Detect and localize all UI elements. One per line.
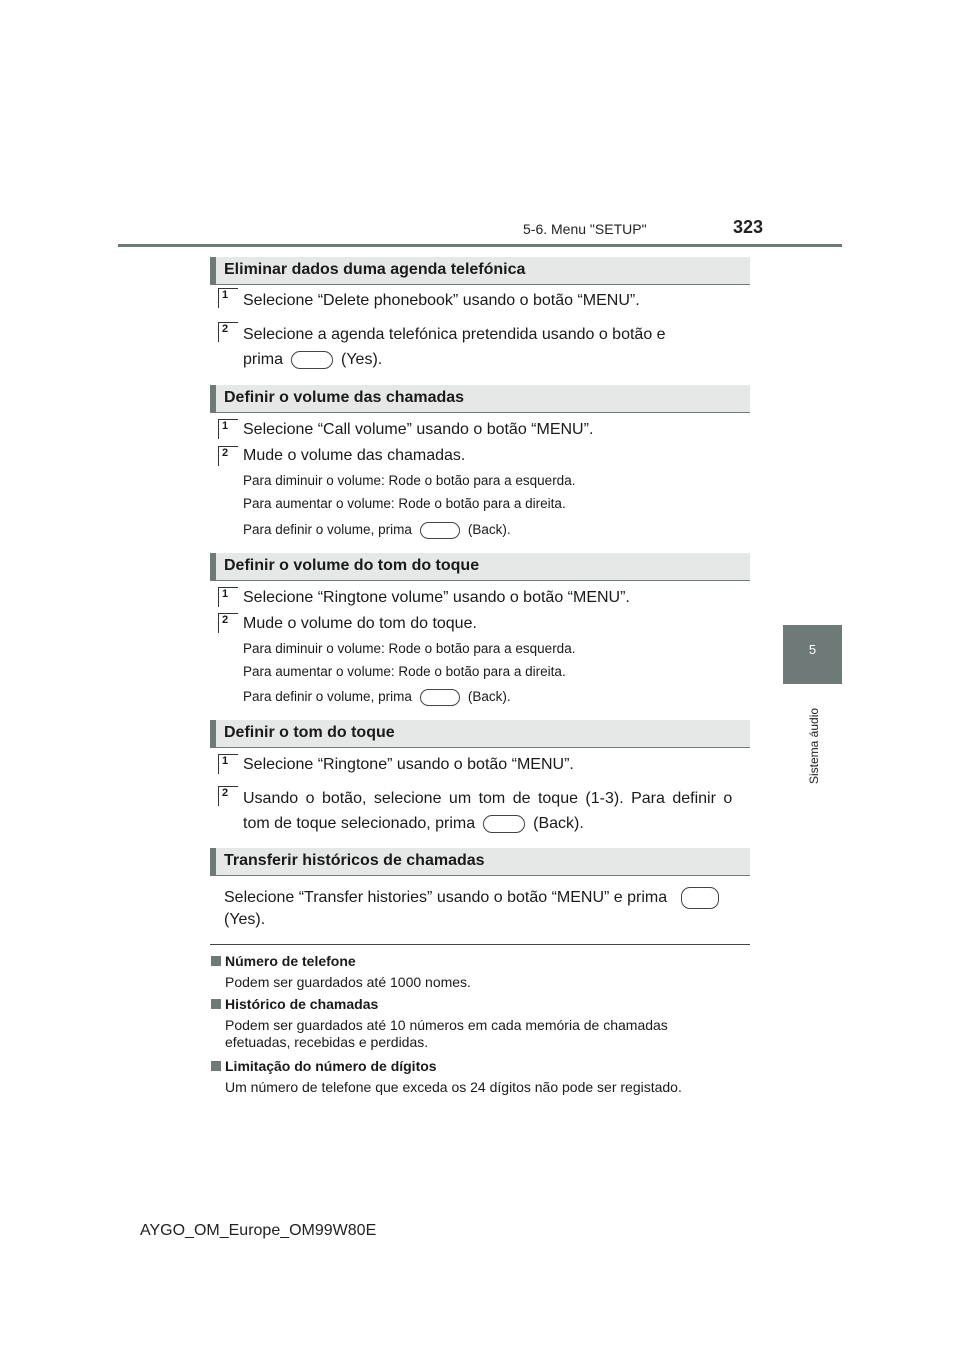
step-text: Selecione “Ringtone volume” usando o botão “MENU”. (243, 589, 630, 606)
header-rule (118, 244, 842, 247)
note-body: Podem ser guardados até 10 números em cada memória de chamadas (225, 1017, 668, 1033)
sub-text-line (243, 689, 511, 706)
header-section-title: 5-6. Menu "SETUP" (523, 221, 647, 237)
sub-text: (Back). (467, 689, 511, 705)
sub-text: Para definir o volume, prima (243, 689, 412, 705)
step-text: Selecione “Delete phonebook” usando o botão “MENU”. (243, 292, 640, 309)
step-text-line (243, 351, 382, 369)
yes-button-icon (681, 887, 719, 909)
step-text: Mude o volume das chamadas. (243, 447, 466, 464)
notes-divider (210, 944, 750, 945)
chapter-number: 5 (808, 642, 817, 657)
step-number-2: 2 (218, 786, 238, 806)
section-heading-ringtone-volume: Definir o volume do tom do toque (210, 553, 750, 581)
page-number: 323 (733, 217, 764, 237)
chapter-label: Sistema áudio (807, 707, 821, 784)
note-body: efetuadas, recebidas e perdidas. (225, 1034, 429, 1050)
step-text: (Yes). (341, 351, 383, 369)
step-text: Selecione “Call volume” usando o botão “MENU”. (243, 421, 594, 438)
note-title: Histórico de chamadas (225, 996, 379, 1012)
step-number-1: 1 (218, 288, 238, 308)
sub-text: (Back). (467, 522, 511, 538)
step-text-line (243, 815, 584, 833)
note-bullet-icon (211, 999, 221, 1009)
step-number-2: 2 (218, 322, 238, 342)
body-text-line (224, 887, 727, 909)
step-text: prima (243, 351, 284, 369)
sub-text: Para aumentar o volume: Rode o botão para a direita. (243, 664, 566, 679)
note-body: Podem ser guardados até 1000 nomes. (225, 974, 471, 990)
note-title: Número de telefone (225, 953, 356, 969)
sub-text: Para diminuir o volume: Rode o botão para a esquerda. (243, 641, 576, 656)
yes-button-icon (291, 351, 333, 369)
section-heading-delete-phonebook: Eliminar dados duma agenda telefónica (210, 257, 750, 285)
step-number-2: 2 (218, 446, 238, 466)
step-text: Selecione a agenda telefónica pretendida usando o botão e (243, 326, 666, 343)
step-text: Usando o botão, selecione um tom de toque (1-3). Para definir o (243, 790, 733, 807)
step-text: Mude o volume do tom do toque. (243, 615, 477, 632)
step-number-2: 2 (218, 613, 238, 633)
step-number-1: 1 (218, 419, 238, 439)
note-body: Um número de telefone que exceda os 24 dígitos não pode ser registado. (225, 1079, 682, 1095)
section-heading-call-volume: Definir o volume das chamadas (210, 385, 750, 413)
note-title: Limitação do número de dígitos (225, 1058, 437, 1074)
sub-text: Para aumentar o volume: Rode o botão para a direita. (243, 496, 566, 511)
note-bullet-icon (211, 1061, 221, 1071)
sub-text: Para definir o volume, prima (243, 522, 412, 538)
step-number-1: 1 (218, 587, 238, 607)
section-heading-transfer-histories: Transferir históricos de chamadas (210, 848, 750, 876)
back-button-icon (420, 689, 460, 706)
step-number-1: 1 (218, 754, 238, 774)
step-text: Selecione “Ringtone” usando o botão “MENU”. (243, 756, 574, 773)
note-bullet-icon (211, 956, 221, 966)
sub-text-line (243, 522, 511, 539)
step-text: tom de toque selecionado, prima (243, 815, 476, 833)
step-text: (Back). (533, 815, 584, 833)
document-code: AYGO_OM_Europe_OM99W80E (140, 1222, 377, 1239)
back-button-icon (483, 815, 525, 833)
section-heading-ringtone: Definir o tom do toque (210, 720, 750, 748)
body-text: Selecione “Transfer histories” usando o botão “MENU” e prima (224, 889, 668, 907)
sub-text: Para diminuir o volume: Rode o botão para a esquerda. (243, 473, 576, 488)
body-text: (Yes). (224, 911, 266, 928)
back-button-icon (420, 522, 460, 539)
